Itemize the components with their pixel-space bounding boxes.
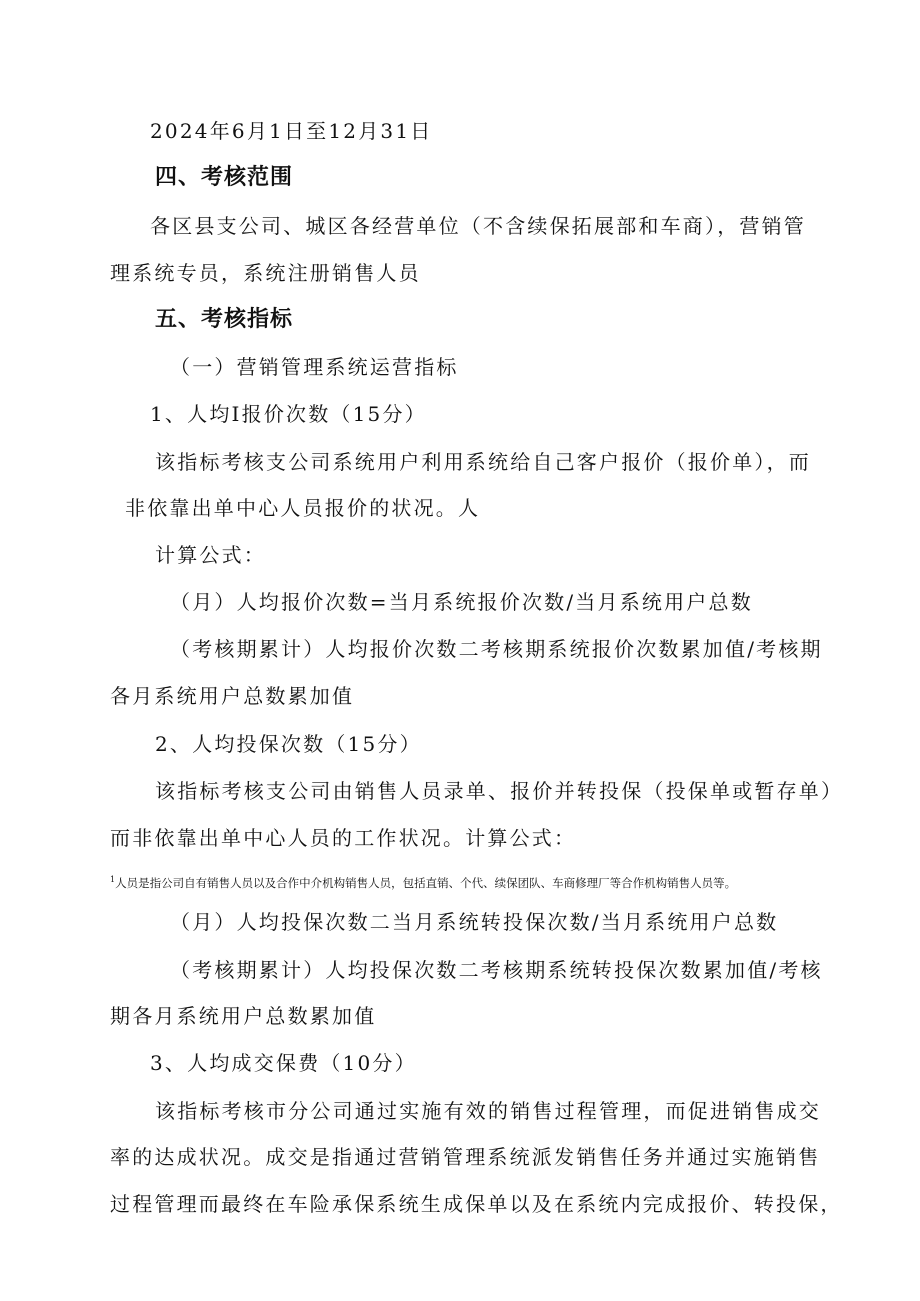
item-3-desc-line1: 该指标考核市分公司通过实施有效的销售过程管理，而促进销售成交 bbox=[155, 1099, 821, 1123]
footnote bbox=[110, 875, 736, 891]
date-range: 2024年6月1日至12月31日 bbox=[150, 119, 433, 143]
item-2-formula-period-line1: （考核期累计）人均投保次数二考核期系统转投保次数累加值/考核 bbox=[170, 958, 823, 982]
item-1-desc-line2: 非依靠出单中心人员报价的状况。人 bbox=[125, 496, 481, 520]
item-1-desc-line1: 该指标考核支公司系统用户利用系统给自己客户报价（报价单），而 bbox=[155, 450, 811, 474]
footnote-text: 人员是指公司自有销售人员以及合作中介机构销售人员，包括直销、个代、续保团队、车商修理厂等合作机构销售人员等。 bbox=[115, 876, 737, 890]
item-2-desc-line1: 该指标考核支公司由销售人员录单、报价并转投保（投保单或暂存单） bbox=[155, 779, 844, 803]
item-3-desc-line3: 过程管理而最终在车险承保系统生成保单以及在系统内完成报价、转投保， bbox=[110, 1192, 843, 1216]
section-4-text-line2: 理系统专员，系统注册销售人员 bbox=[110, 261, 421, 285]
footnote-marker: 1 bbox=[110, 875, 116, 884]
item-2-title: 2、人均投保次数（15分） bbox=[155, 732, 422, 756]
item-1-title: 1、人均I报价次数（15分） bbox=[150, 402, 427, 426]
section-4-heading: 四、考核范围 bbox=[155, 165, 294, 190]
item-2-desc-line2: 而非依靠出单中心人员的工作状况。计算公式： bbox=[110, 826, 577, 850]
item-2-formula-monthly: （月）人均投保次数二当月系统转投保次数/当月系统用户总数 bbox=[170, 910, 779, 934]
subsection-1-title: （一）营销管理系统运营指标 bbox=[170, 355, 459, 379]
item-1-formula-period-line2: 各月系统用户总数累加值 bbox=[110, 684, 355, 708]
item-3-title: 3、人均成交保费（10分） bbox=[150, 1051, 417, 1075]
item-1-formula-monthly: （月）人均报价次数=当月系统报价次数/当月系统用户总数 bbox=[170, 590, 753, 614]
section-5-heading: 五、考核指标 bbox=[155, 307, 294, 332]
item-3-desc-line2: 率的达成状况。成交是指通过营销管理系统派发销售任务并通过实施销售 bbox=[110, 1145, 821, 1169]
item-2-formula-period-line2: 期各月系统用户总数累加值 bbox=[110, 1004, 377, 1028]
item-1-formula-label: 计算公式： bbox=[155, 543, 266, 567]
item-1-formula-period-line1: （考核期累计）人均报价次数二考核期系统报价次数累加值/考核期 bbox=[170, 637, 823, 661]
section-4-text-line1: 各区县支公司、城区各经营单位（不含续保拓展部和车商），营销管 bbox=[150, 214, 806, 238]
